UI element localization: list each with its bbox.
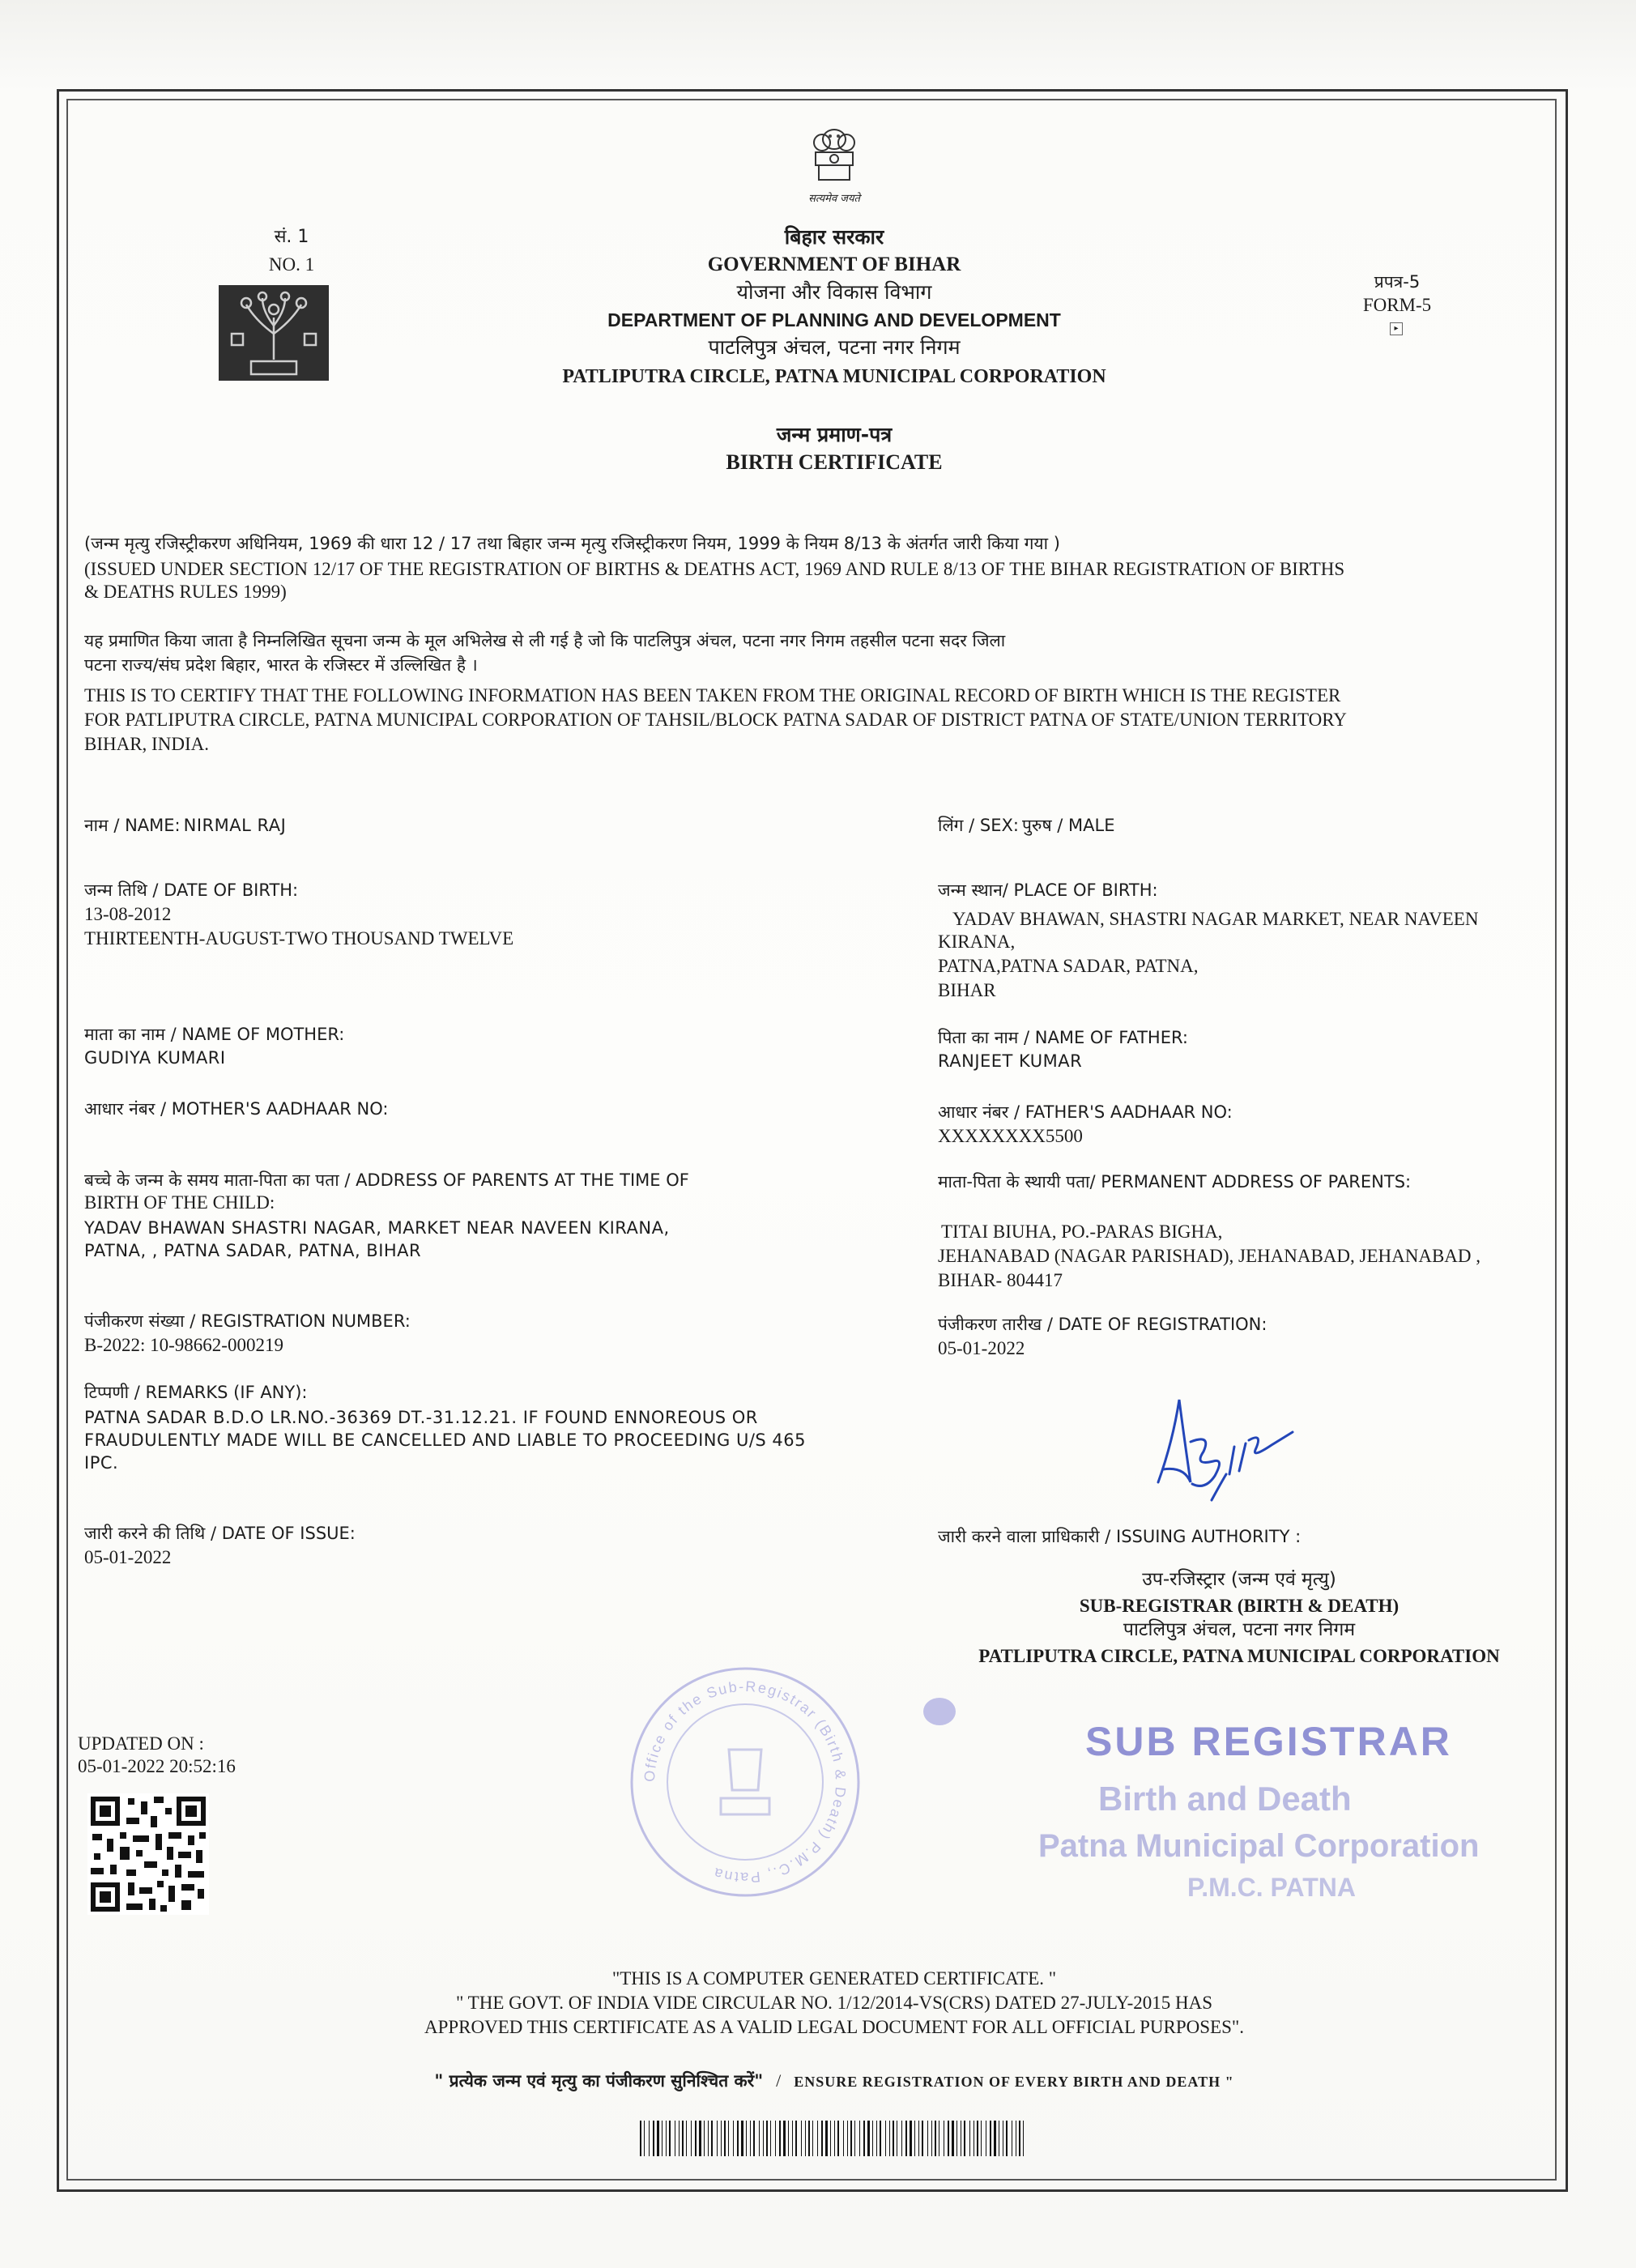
barcode-bar [927,2121,928,2156]
serial-no: NO. 1 [268,254,315,275]
stamp-line-1: SUB REGISTRAR [1085,1719,1452,1764]
remarks-line-3: IPC. [84,1453,119,1473]
birth-address-line-2: PATNA, , PATNA SADAR, PATNA, BIHAR [84,1241,422,1260]
updated-on-label: UPDATED ON : [78,1733,204,1754]
barcode-bar [854,2121,855,2156]
barcode-bar [679,2121,680,2156]
circle-hindi: पाटलिपुत्र अंचल, पटना नगर निगम [708,335,961,359]
barcode-bar [711,2121,713,2156]
barcode-bar [867,2121,870,2156]
seal-round-text: Office of the Sub-Registrar (Birth & Death) P.M.C., Patna [641,1678,850,1886]
sex-row [938,813,1505,838]
barcode-bar [931,2121,932,2156]
barcode-bar [686,2121,687,2156]
barcode-bar [724,2121,726,2156]
barcode-bar [872,2121,873,2156]
qr-code-icon [87,1793,209,1915]
barcode-bar [766,2121,768,2156]
birth-address-label-1: बच्चे के जन्म के समय माता-पिता का पता / ADDRESS OF PARENTS AT THE TIME OF [84,1170,689,1190]
barcode-bar [952,2121,954,2156]
barcode-bar [935,2121,936,2156]
barcode-bar [801,2121,802,2156]
father-aadhaar-label: आधार नंबर / FATHER'S AADHAAR NO: [938,1102,1233,1122]
handwritten-signature [1134,1393,1304,1515]
certify-hindi-line-2: पटना राज्य/संघ प्रदेश बिहार, भारत के रजिस्टर में उल्लिखित है । [84,655,478,675]
barcode-bar [948,2121,949,2156]
slogan-hindi: " प्रत्येक जन्म एवं मृत्यु का पंजीकरण सुनिश्चित करें" [434,2071,764,2091]
issued-under-hindi: (जन्म मृत्यु रजिस्ट्रीकरण अधिनियम, 1969 की धारा 12 / 17 तथा बिहार जन्म मृत्यु रजिस्ट्रीकरण नियम, 1999 के नियम 8/13 के अंतर्गत जारी किया गया ) [84,534,1060,553]
authority-line-4: PATLIPUTRA CIRCLE, PATNA MUNICIPAL CORPORATION [978,1646,1500,1666]
computer-generated-note: "THIS IS A COMPUTER GENERATED CERTIFICATE. " [611,1968,1057,1989]
barcode-bar [1023,2121,1024,2156]
updated-on-value: 05-01-2022 20:52:16 [78,1756,236,1776]
stamp-line-2: Birth and Death [1098,1780,1352,1818]
certify-line-3: BIHAR, INDIA. [84,734,209,754]
barcode-bar [733,2121,734,2156]
barcode-bar [812,2121,813,2156]
barcode-bar [741,2121,743,2156]
barcode-bar [779,2121,781,2156]
barcode-bar [981,2121,982,2156]
barcode-bar [990,2121,991,2156]
barcode-bar [644,2121,645,2156]
child-name: NIRMAL RAJ [183,816,287,835]
place-of-birth-line-4: BIHAR [938,980,996,1000]
dob-words: THIRTEENTH-AUGUST-TWO THOUSAND TWELVE [84,928,514,949]
barcode-bar [721,2121,722,2156]
barcode-bar [750,2121,751,2156]
father-aadhaar: XXXXXXXX5500 [938,1126,1083,1146]
barcode-bar [843,2121,844,2156]
department-title: DEPARTMENT OF PLANNING AND DEVELOPMENT [607,309,1061,330]
barcode-bar [746,2121,747,2156]
place-of-birth-line-3: PATNA,PATNA SADAR, PATNA, [938,956,1199,976]
place-of-birth-line-2: KIRANA, [938,932,1016,952]
birth-address-label-2: BIRTH OF THE CHILD: [84,1192,275,1213]
permanent-address-label: माता-पिता के स्थायी पता/ PERMANENT ADDRESS OF PARENTS: [938,1172,1412,1192]
certify-hindi-line-1: यह प्रमाणित किया जाता है निम्नलिखित सूचना जन्म के मूल अभिलेख से ली गई है जो कि पाटलिपुत्र अंचल, पटना नगर निगम तहसील पटना सदर जिला [84,631,1006,650]
barcode-bar [994,2121,996,2156]
mother-name: GUDIYA KUMARI [84,1048,226,1068]
registration-number-label: पंजीकरण संख्या / REGISTRATION NUMBER: [84,1311,411,1331]
sex-label: लिंग / SEX: [938,816,1019,835]
place-of-birth-line-1: YADAV BHAWAN, SHASTRI NAGAR MARKET, NEAR NAVEEN [952,909,1479,929]
barcode-bar [808,2121,810,2156]
barcode-bar [657,2121,659,2156]
certificate-title: BIRTH CERTIFICATE [726,450,943,474]
national-emblem-icon [798,122,871,194]
registration-slogan [162,2069,1506,2093]
barcode-bar [699,2121,701,2156]
barcode-bar [964,2121,965,2156]
stamp-line-4: P.M.C. PATNA [1187,1873,1356,1902]
form-number-hindi: प्रपत्र-5 [1374,272,1421,292]
barcode-bar [847,2121,848,2156]
barcode-bar [783,2121,786,2156]
barcode-bar [649,2121,650,2156]
birth-address-line-1: YADAV BHAWAN SHASTRI NAGAR, MARKET NEAR NAVEEN KIRANA, [84,1218,670,1238]
circle-title: PATLIPUTRA CIRCLE, PATNA MUNICIPAL CORPORATION [562,366,1106,387]
barcode-bar [1006,2121,1008,2156]
mother-name-label: माता का नाम / NAME OF MOTHER: [84,1025,345,1044]
registration-date-label: पंजीकरण तारीख / DATE OF REGISTRATION: [938,1315,1267,1334]
barcode-bar [885,2121,886,2156]
barcode-bar [728,2121,729,2156]
barcode-bar [695,2121,697,2156]
barcode-bar [830,2121,831,2156]
remarks-line-1: PATNA SADAR B.D.O LR.NO.-36369 DT.-31.12.21. IF FOUND ENNOREOUS OR [84,1408,758,1427]
remarks-line-2: FRAUDULENTLY MADE WILL BE CANCELLED AND LIABLE TO PROCEEDING U/S 465 [84,1430,806,1450]
dob-value: 13-08-2012 [84,904,172,924]
barcode-bar [821,2121,823,2156]
certify-line-2: FOR PATLIPUTRA CIRCLE, PATNA MUNICIPAL CORPORATION OF TAHSIL/BLOCK PATNA SADAR OF DISTRICT PATNA OF STATE/UNION TERRITORY [84,710,1347,730]
stamp-line-3: Patna Municipal Corporation [1038,1828,1480,1864]
barcode-bar [640,2121,641,2156]
barcode-bar [901,2121,902,2156]
government-title: GOVERNMENT OF BIHAR [707,254,961,275]
permanent-address-line-2: JEHANABAD (NAGAR PARISHAD), JEHANABAD, JEHANABAD , [938,1246,1481,1266]
barcode-bar [889,2121,890,2156]
serial-no-hindi: सं. 1 [274,227,309,247]
barcode-bar [682,2121,684,2156]
father-name: RANJEET KUMAR [938,1051,1083,1071]
svg-text:Office of the Sub-Registrar (B [641,1678,849,1886]
barcode-bar [834,2121,835,2156]
barcode-bar [905,2121,907,2156]
barcode-bar [792,2121,793,2156]
barcode-bar [708,2121,709,2156]
barcode-bar [918,2121,919,2156]
barcode-bar [969,2121,970,2156]
issued-under-line-1: (ISSUED UNDER SECTION 12/17 OF THE REGISTRATION OF BIRTHS & DEATHS ACT, 1969 AND RULE 8/13 OF THE BIHAR REGISTRATION OF BIRTHS [84,559,1345,579]
barcode-icon [640,2121,1029,2156]
barcode-bar [753,2121,755,2156]
registration-date: 05-01-2022 [938,1338,1025,1358]
slogan-english: ENSURE REGISTRATION OF EVERY BIRTH AND DEATH " [794,2074,1234,2090]
barcode-bar [669,2121,671,2156]
emblem-motto: सत्यमेव जयते [808,193,860,205]
barcode-bar [759,2121,760,2156]
form-number: FORM-5 [1362,295,1432,315]
barcode-bar [859,2121,860,2156]
certificate-title-hindi: जन्म प्रमाण-पत्र [776,423,893,446]
barcode-bar [850,2121,852,2156]
permanent-address-line-3: BIHAR- 804417 [938,1270,1063,1290]
authority-line-3: पाटलिपुत्र अंचल, पटना नगर निगम [1123,1619,1356,1640]
issuing-authority-label: जारी करने वाला प्राधिकारी / ISSUING AUTHORITY : [938,1527,1302,1546]
authority-line-2: SUB-REGISTRAR (BIRTH & DEATH) [1079,1596,1400,1616]
barcode-bar [795,2121,797,2156]
bihar-logo-icon [219,285,329,381]
barcode-bar [704,2121,705,2156]
name-row [84,813,813,838]
authority-line-1: उप-रजिस्ट्रार (जन्म एवं मृत्यु) [1142,1569,1336,1590]
barcode-bar [922,2121,923,2156]
barcode-bar [788,2121,789,2156]
circular-note-line-1: " THE GOVT. OF INDIA VIDE CIRCULAR NO. 1/12/2014-VS(CRS) DATED 27-JULY-2015 HAS [455,1993,1213,2013]
registration-number: B-2022: 10-98662-000219 [84,1335,283,1355]
barcode-bar [1019,2121,1020,2156]
barcode-bar [863,2121,865,2156]
government-hindi: बिहार सरकार [784,225,884,249]
sex-value: पुरुष / MALE [1022,816,1115,835]
barcode-bar [977,2121,978,2156]
barcode-bar [666,2121,667,2156]
remarks-label: टिप्पणी / REMARKS (IF ANY): [84,1383,308,1402]
barcode-bar [837,2121,839,2156]
ink-blot [923,1698,956,1725]
barcode-bar [893,2121,894,2156]
date-of-issue-label: जारी करने की तिथि / DATE OF ISSUE: [84,1524,356,1543]
barcode-bar [691,2121,692,2156]
circular-note-line-2: APPROVED THIS CERTIFICATE AS A VALID LEGAL DOCUMENT FOR ALL OFFICIAL PURPOSES". [424,2017,1245,2037]
barcode-bar [805,2121,806,2156]
barcode-bar [717,2121,718,2156]
name-label: नाम / NAME: [84,816,181,835]
slogan-separator: / [776,2070,782,2091]
barcode-bar [914,2121,915,2156]
issued-under-line-2: & DEATHS RULES 1999) [84,582,287,602]
date-of-issue: 05-01-2022 [84,1547,172,1567]
barcode-bar [770,2121,771,2156]
father-name-label: पिता का नाम / NAME OF FATHER: [938,1028,1188,1047]
barcode-bar [763,2121,764,2156]
department-hindi: योजना और विकास विभाग [736,280,932,304]
barcode-bar [653,2121,654,2156]
certify-line-1: THIS IS TO CERTIFY THAT THE FOLLOWING INFORMATION HAS BEEN TAKEN FROM THE ORIGINAL RECORD OF BIRTH WHICH IS THE REGISTER [84,685,1341,706]
barcode-bar [910,2121,912,2156]
round-seal [624,1660,867,1904]
dob-label: जन्म तिथि / DATE OF BIRTH: [84,880,299,900]
place-of-birth-label: जन्म स्थान/ PLACE OF BIRTH: [938,880,1158,900]
barcode-bar [880,2121,881,2156]
barcode-bar [876,2121,877,2156]
mother-aadhaar-label: आधार नंबर / MOTHER'S AADHAAR NO: [84,1099,389,1119]
barcode-bar [956,2121,957,2156]
barcode-bar [825,2121,828,2156]
barcode-bar [737,2121,739,2156]
permanent-address-line-1: TITAI BIUHA, PO.-PARAS BIGHA, [941,1221,1223,1242]
form-mark-icon: ▸ [1390,322,1403,335]
barcode-bar [817,2121,818,2156]
barcode-bar [775,2121,776,2156]
